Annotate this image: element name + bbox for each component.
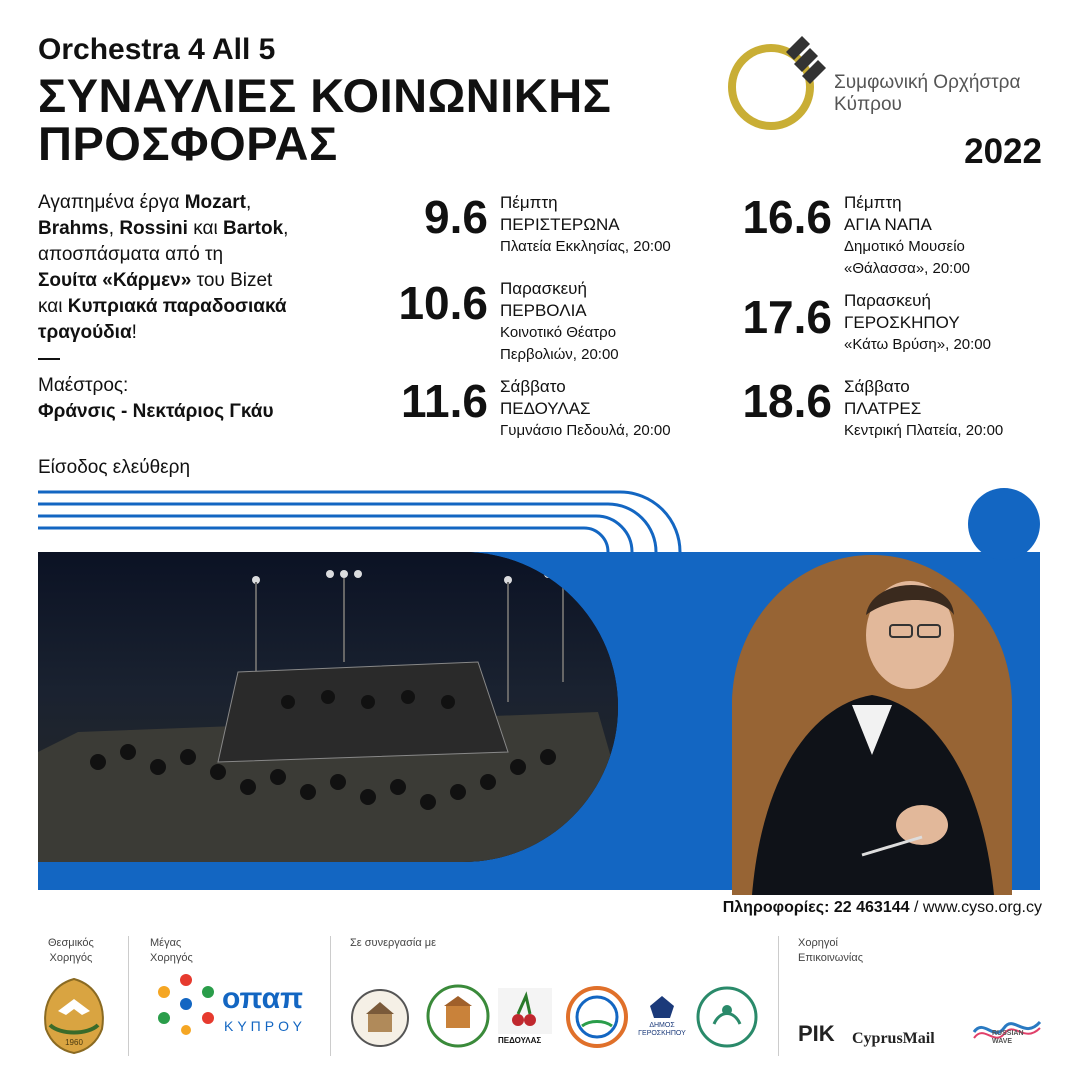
- partners-label: Σε συνεργασία με: [350, 937, 436, 949]
- title-line-2: ΠΡΟΣΦΟΡΑΣ: [38, 117, 338, 170]
- concert-day: Σάββατο: [844, 377, 910, 396]
- partner-logo-1: [350, 988, 410, 1048]
- divider: [128, 936, 129, 1056]
- concert-venue: Πλατεία Εκκλησίας, 20:00: [500, 238, 671, 255]
- concert-item: [390, 376, 710, 446]
- divider-dash: [38, 358, 60, 360]
- program-description: Αγαπημένα έργα Mozart, Brahms, Rossini και Bartok, αποσπάσματα από τη Σουίτα «Κάρμεν» του Bizet και Κυπριακά παραδοσιακά τραγούδια!: [38, 192, 289, 343]
- concert-venue-line2: «Θάλασσα», 20:00: [844, 260, 971, 277]
- concert-venue: Κεντρική Πλατεία, 20:00: [844, 422, 1004, 439]
- contact-label: Πληροφορίες:: [722, 899, 830, 916]
- maestro-label: Μαέστρος:: [38, 375, 129, 396]
- conductor-portrait: [732, 555, 1012, 895]
- pedoulas-logo-text: ΠΕΔΟΥΛΑΣ: [498, 1036, 542, 1045]
- institutional-sponsor-label: Θεσμικός Χορηγός: [48, 937, 94, 964]
- decorative-circle: [968, 488, 1040, 560]
- concert-date: 10.6: [398, 277, 488, 329]
- concert-item: [716, 290, 1046, 360]
- pervolia-council-logo: [426, 984, 490, 1048]
- opap-logo-subtext: ΚΥΠΡΟΥ: [224, 1018, 306, 1034]
- concert-venue-line2: Περβολιών, 20:00: [500, 346, 619, 363]
- concert-date: 11.6: [401, 375, 488, 427]
- free-entry-note: Είσοδος ελεύθερη: [38, 457, 191, 478]
- concert-place: ΠΕΔΟΥΛΑΣ: [500, 399, 591, 418]
- year: 2022: [964, 132, 1042, 171]
- title-line-1: ΣΥΝΑΥΛΙΕΣ ΚΟΙΝΩΝΙΚΗΣ: [38, 69, 612, 122]
- cyprus-mail-logo: CyprusMail: [852, 1030, 935, 1047]
- concert-place: ΑΓΙΑ ΝΑΠΑ: [844, 215, 932, 234]
- concert-place: ΓΕΡΟΣΚΗΠΟΥ: [844, 313, 960, 332]
- concert-day: Παρασκευή: [844, 291, 931, 310]
- concert-item: [390, 192, 710, 262]
- concert-item: [716, 376, 1046, 446]
- partner-logo-6: [696, 986, 758, 1048]
- concert-day: Πέμπτη: [500, 193, 558, 212]
- major-sponsor-label: Μέγας Χορηγός: [150, 937, 193, 964]
- divider: [330, 936, 331, 1056]
- concert-place: ΠΕΡΙΣΤΕΡΩΝΑ: [500, 215, 620, 234]
- orchestra-logo-stripes: [772, 36, 832, 102]
- concert-venue: «Κάτω Βρύση», 20:00: [844, 336, 991, 353]
- concert-venue: Γυμνάσιο Πεδουλά, 20:00: [500, 422, 671, 439]
- concert-date: 16.6: [742, 191, 832, 243]
- rik-logo: ΡΙΚ: [798, 1021, 835, 1046]
- contact-info: Πληροφορίες: 22 463144 / www.cyso.org.cy: [722, 899, 1042, 916]
- pedoulas-logo-mark: [498, 988, 552, 1034]
- website-link[interactable]: www.cyso.org.cy: [922, 899, 1042, 916]
- orchestra-photo: [38, 552, 618, 862]
- concert-day: Σάββατο: [500, 377, 566, 396]
- opap-logo-text: οπαπ: [222, 982, 304, 1015]
- concert-day: Πέμπτη: [844, 193, 902, 212]
- geroskipou-logo-mark: [650, 996, 674, 1018]
- concert-day: Παρασκευή: [500, 279, 587, 298]
- concert-venue: Κοινοτικό Θέατρο: [500, 324, 617, 341]
- concert-date: 17.6: [742, 291, 832, 343]
- event-series-title: Orchestra 4 All 5: [38, 33, 276, 66]
- concert-place: ΠΕΡΒΟΛΙΑ: [500, 301, 587, 320]
- concert-item: [390, 278, 710, 368]
- partner-logo-4: [566, 986, 628, 1048]
- divider: [778, 936, 779, 1056]
- concert-date: 9.6: [424, 191, 488, 243]
- maestro-name: Φράνσις - Νεκτάριος Γκάυ: [38, 401, 274, 422]
- concert-place: ΠΛΑΤΡΕΣ: [844, 399, 922, 418]
- orchestra-photo-illustration: [38, 552, 618, 862]
- concert-date: 18.6: [742, 375, 832, 427]
- geroskipou-logo-text: ΔΗΜΟΣ ΓΕΡΟΣΚΗΠΟΥ: [638, 1022, 686, 1037]
- opap-logo-mark: [150, 972, 222, 1036]
- contact-phone: 22 463144: [833, 899, 910, 916]
- concert-venue: Δημοτικό Μουσείο: [844, 238, 965, 255]
- orchestra-logo-text: Συμφωνική Ορχήστρα Κύπρου: [834, 72, 1021, 115]
- russian-wave-logo-text: RUSSIAN WAVE: [992, 1030, 1024, 1045]
- page-title: [38, 69, 718, 170]
- svg-text:1960: 1960: [65, 1038, 83, 1047]
- media-sponsors-label: Χορηγοί Επικοινωνίας: [798, 937, 863, 964]
- concert-item: [716, 192, 1046, 282]
- cyprus-coat-of-arms-logo: [36, 975, 112, 1055]
